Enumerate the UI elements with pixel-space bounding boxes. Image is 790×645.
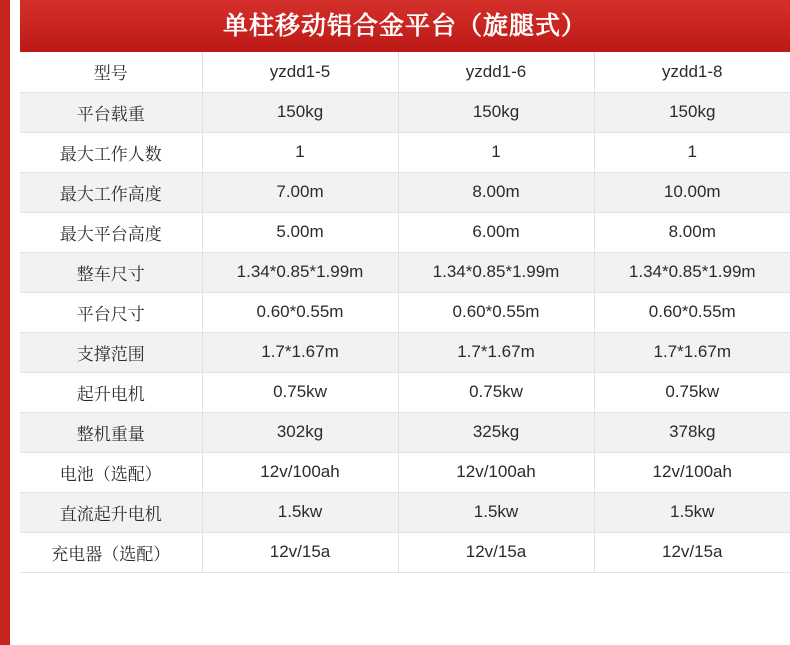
spec-value: 12v/100ah	[398, 452, 594, 492]
spec-value: 1.7*1.67m	[594, 332, 790, 372]
bottom-whitespace	[20, 573, 790, 645]
spec-label: 整车尺寸	[20, 252, 202, 292]
spec-value: 0.75kw	[398, 372, 594, 412]
spec-sheet	[20, 0, 790, 645]
spec-value: 1.34*0.85*1.99m	[202, 252, 398, 292]
table-row	[20, 92, 790, 132]
spec-value: 150kg	[594, 92, 790, 132]
table-row	[20, 372, 790, 412]
table-row	[20, 532, 790, 572]
spec-value: 12v/15a	[202, 532, 398, 572]
spec-value: 8.00m	[398, 172, 594, 212]
page-title: 单柱移动铝合金平台（旋腿式）	[222, 11, 587, 40]
spec-value: 1	[594, 132, 790, 172]
spec-value: 378kg	[594, 412, 790, 452]
spec-value: yzdd1-6	[398, 52, 594, 92]
spec-label: 支撑范围	[20, 332, 202, 372]
spec-value: 12v/15a	[398, 532, 594, 572]
table-row	[20, 132, 790, 172]
spec-value: 1.34*0.85*1.99m	[398, 252, 594, 292]
spec-value: 8.00m	[594, 212, 790, 252]
spec-value: 1.5kw	[202, 492, 398, 532]
table-row	[20, 52, 790, 92]
spec-value: 1	[202, 132, 398, 172]
spec-value: 12v/100ah	[594, 452, 790, 492]
table-row	[20, 252, 790, 292]
spec-value: 302kg	[202, 412, 398, 452]
spec-label: 平台载重	[20, 92, 202, 132]
table-row	[20, 412, 790, 452]
table-row	[20, 292, 790, 332]
spec-value: yzdd1-8	[594, 52, 790, 92]
spec-value: 325kg	[398, 412, 594, 452]
table-row	[20, 452, 790, 492]
table-row	[20, 332, 790, 372]
spec-value: 150kg	[202, 92, 398, 132]
spec-label: 平台尺寸	[20, 292, 202, 332]
spec-value: 1.7*1.67m	[202, 332, 398, 372]
spec-value: 0.75kw	[594, 372, 790, 412]
table-row	[20, 492, 790, 532]
table-row	[20, 212, 790, 252]
spec-title-bar	[20, 0, 790, 52]
spec-value: 0.60*0.55m	[594, 292, 790, 332]
spec-value: yzdd1-5	[202, 52, 398, 92]
table-row	[20, 172, 790, 212]
spec-table	[20, 52, 790, 573]
spec-value: 5.00m	[202, 212, 398, 252]
spec-label: 直流起升电机	[20, 492, 202, 532]
spec-value: 12v/100ah	[202, 452, 398, 492]
spec-label: 起升电机	[20, 372, 202, 412]
spec-value: 1.7*1.67m	[398, 332, 594, 372]
spec-label: 型号	[20, 52, 202, 92]
spec-value: 10.00m	[594, 172, 790, 212]
spec-label: 充电器（选配）	[20, 532, 202, 572]
spec-label: 电池（选配）	[20, 452, 202, 492]
spec-value: 1.5kw	[398, 492, 594, 532]
spec-value: 12v/15a	[594, 532, 790, 572]
spec-value: 1.34*0.85*1.99m	[594, 252, 790, 292]
spec-value: 0.60*0.55m	[398, 292, 594, 332]
spec-table-body	[20, 52, 790, 572]
spec-label: 整机重量	[20, 412, 202, 452]
spec-label: 最大平台高度	[20, 212, 202, 252]
spec-value: 6.00m	[398, 212, 594, 252]
spec-value: 1	[398, 132, 594, 172]
spec-value: 0.60*0.55m	[202, 292, 398, 332]
spec-value: 150kg	[398, 92, 594, 132]
spec-value: 0.75kw	[202, 372, 398, 412]
spec-value: 1.5kw	[594, 492, 790, 532]
spec-label: 最大工作高度	[20, 172, 202, 212]
spec-value: 7.00m	[202, 172, 398, 212]
spec-label: 最大工作人数	[20, 132, 202, 172]
